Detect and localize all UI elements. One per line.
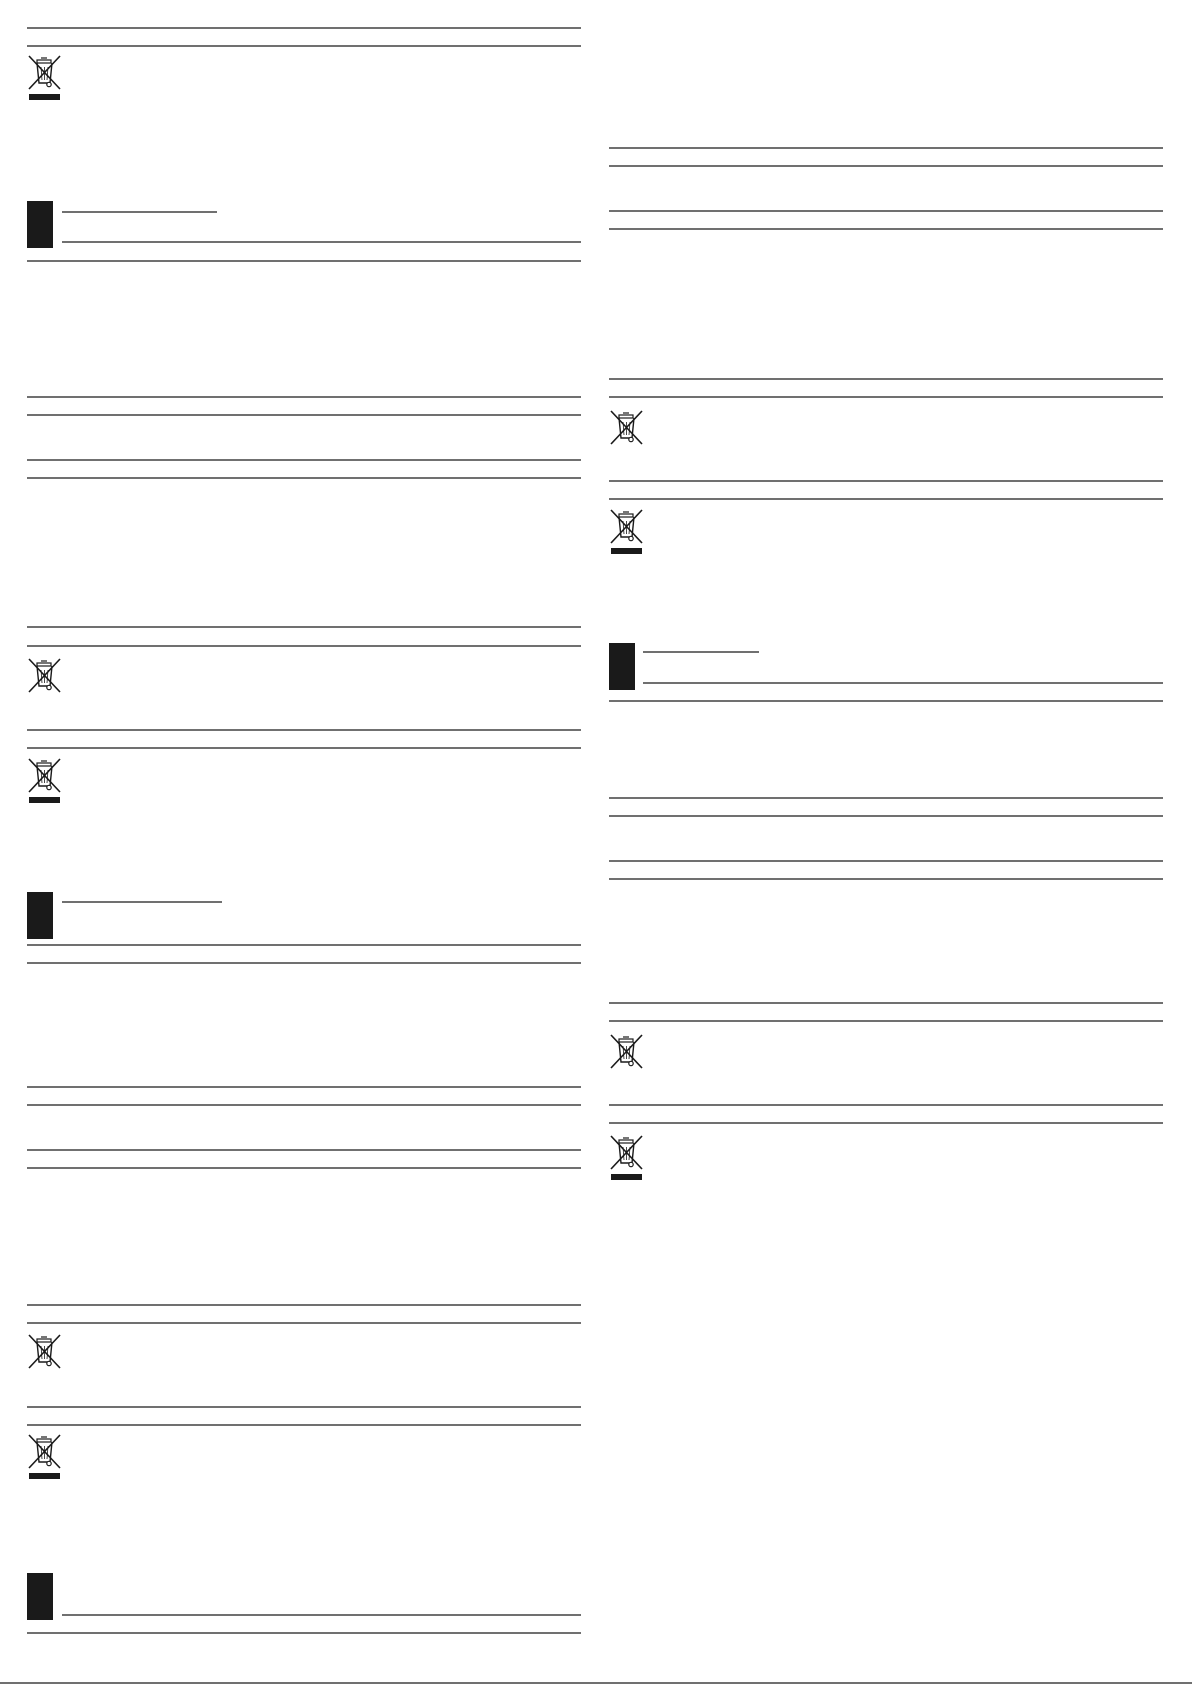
- disposal-with-bar-icon: [29, 1435, 60, 1479]
- disposal-icon: [611, 411, 642, 444]
- left-column: [27, 28, 581, 1633]
- disposal-with-bar-icon: [29, 56, 60, 100]
- disposal-icon: [611, 1035, 642, 1068]
- language-tab: [27, 1573, 53, 1620]
- disposal-with-bar-icon: [611, 510, 642, 554]
- disposal-icon: [29, 1335, 60, 1368]
- disposal-with-bar-icon: [611, 1136, 642, 1180]
- language-tab: [27, 201, 53, 248]
- right-column: [609, 148, 1163, 1123]
- disposal-icon: [29, 659, 60, 692]
- language-tab: [27, 892, 53, 939]
- disposal-with-bar-icon: [29, 759, 60, 803]
- language-tab: [609, 643, 635, 690]
